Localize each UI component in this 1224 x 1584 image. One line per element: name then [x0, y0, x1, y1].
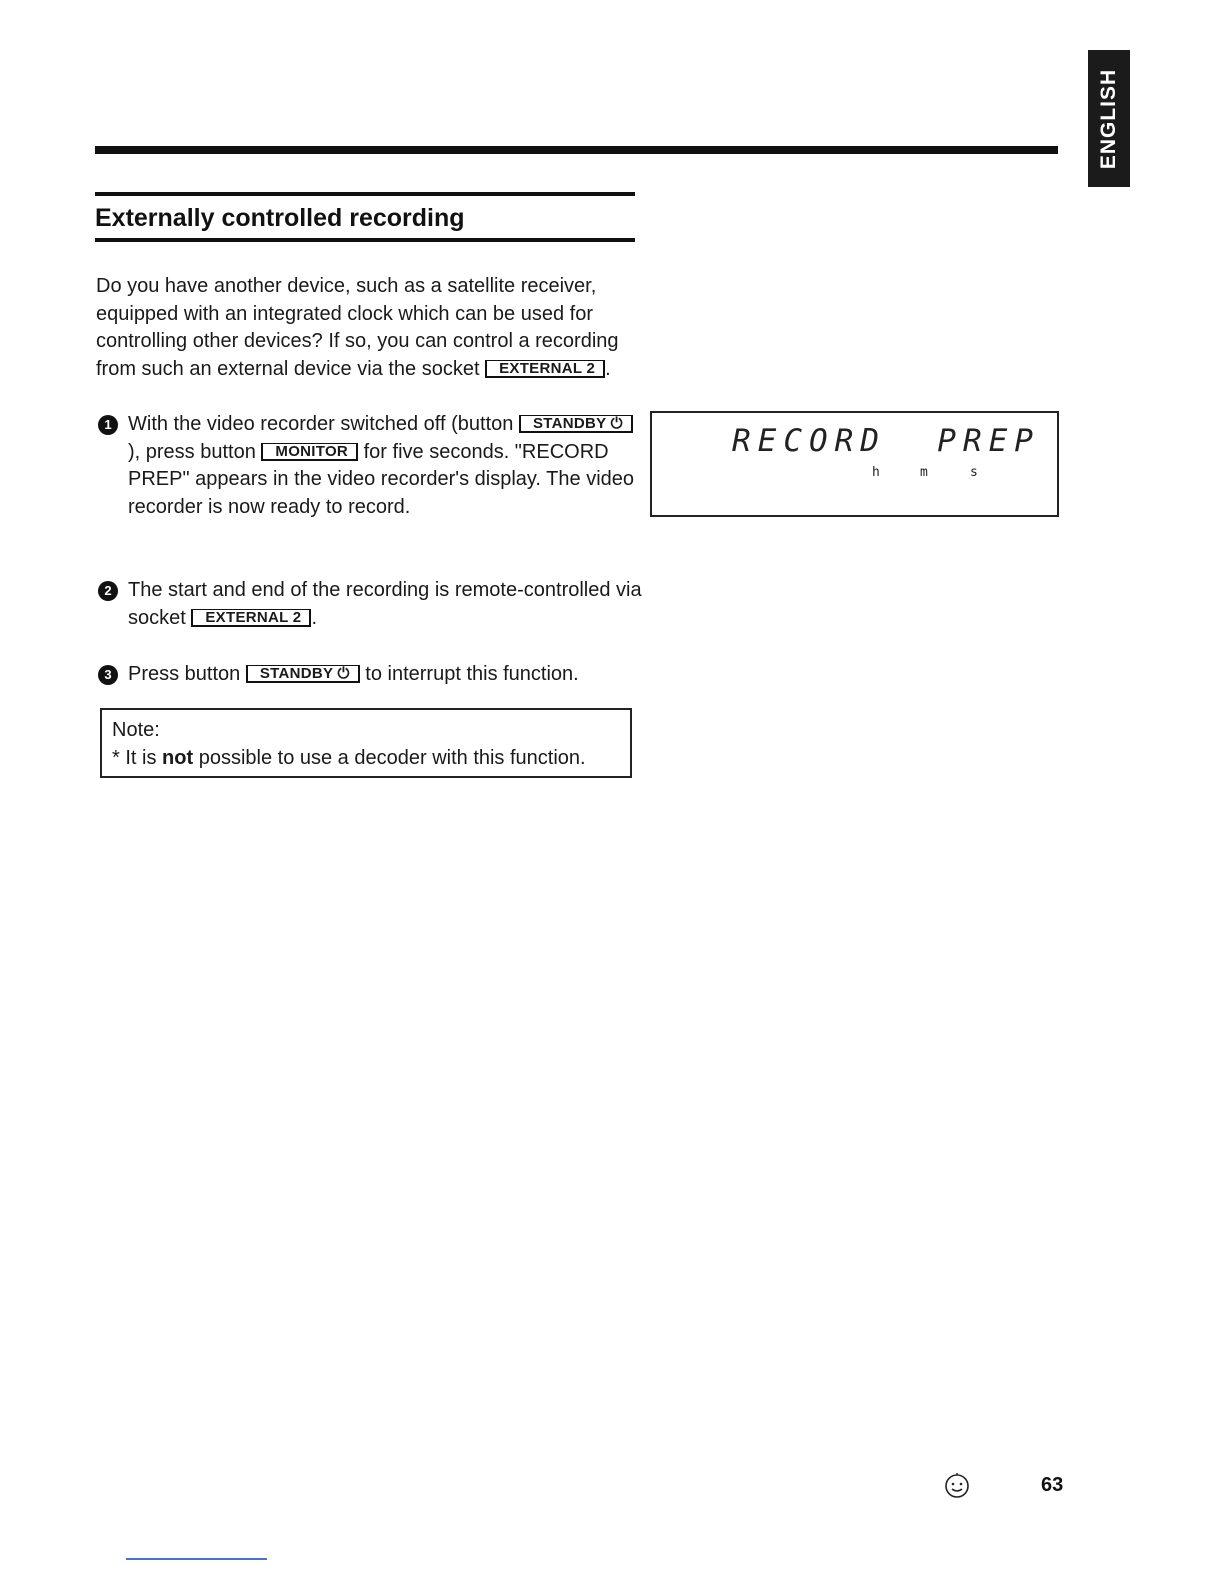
intro-text: Do you have another device, such as a satellite receiver, equipped with an integrated clock which can be used for controlling other devices? If so, you can control a recording from such an external device via the socket	[96, 275, 619, 380]
step-3-text-b: to interrupt this function.	[365, 663, 579, 685]
page-number: 63	[1041, 1474, 1064, 1496]
bottom-underline	[126, 1558, 267, 1560]
external-2-key: EXTERNAL 2	[191, 609, 311, 627]
step-1-text-a: With the video recorder switched off (button	[128, 413, 514, 435]
note-label: Note:	[112, 719, 160, 741]
note-text-b: possible to use a decoder with this function.	[198, 746, 586, 769]
display-unit-seconds: s	[970, 465, 978, 480]
standby-key: STANDBY ⏻	[246, 665, 360, 683]
step-2-text-a: The start and end of the recording is remote-controlled via socket	[128, 579, 642, 629]
section-title: Externally controlled recording	[95, 204, 465, 232]
language-tab-label: ENGLISH	[1097, 68, 1120, 169]
smiley-face-icon	[943, 1472, 971, 1500]
external-2-key: EXTERNAL 2	[485, 360, 605, 378]
step-2-body	[128, 577, 643, 632]
step-number-2: 2	[98, 581, 118, 601]
note-line	[112, 745, 620, 773]
note-text-a: It is	[125, 746, 157, 769]
display-text: RECORD PREP	[732, 423, 1040, 459]
language-tab	[1088, 50, 1130, 187]
step-2-text-b: .	[311, 606, 318, 629]
display-unit-minutes: m	[920, 465, 928, 480]
intro-paragraph	[96, 273, 641, 383]
note-bullet: *	[112, 746, 120, 769]
step-1	[98, 411, 643, 521]
step-3-body	[128, 661, 643, 689]
monitor-key: MONITOR	[261, 443, 358, 461]
title-rule-bottom	[95, 238, 635, 242]
recorder-display	[650, 411, 1059, 517]
note-bold: not	[162, 746, 194, 769]
step-1-text-b: ), press button	[128, 440, 256, 463]
step-1-body	[128, 411, 643, 521]
step-2	[98, 577, 643, 632]
standby-key: STANDBY ⏻	[519, 415, 633, 433]
section-header	[95, 192, 635, 242]
display-unit-hours: h	[872, 465, 880, 480]
note-box	[100, 708, 632, 778]
intro-end: .	[605, 357, 611, 380]
top-rule	[95, 146, 1058, 154]
step-number-3: 3	[98, 665, 118, 685]
step-3-text-a: Press button	[128, 663, 241, 685]
step-1-text-c: for five seconds. "RECORD PREP" appears in the video recorder's display. The video recorder is now ready to record.	[128, 440, 635, 518]
step-number-1: 1	[98, 415, 118, 435]
step-3	[98, 661, 643, 689]
